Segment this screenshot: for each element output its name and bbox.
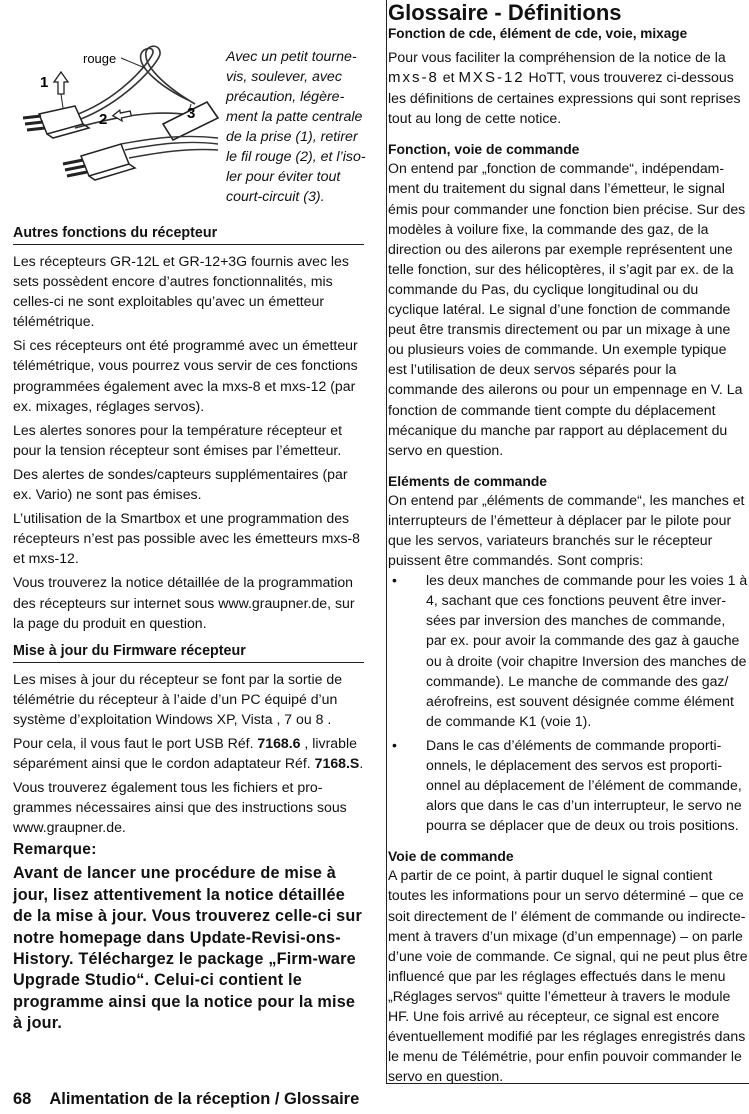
- footer-title: Alimentation de la réception / Glossaire: [49, 1090, 360, 1108]
- list-item: [388, 735, 749, 835]
- glossary-intro: [388, 47, 749, 128]
- text-segment: HoTT, vous trouverez ci-dessous les définitions de certaines expressions qui sont reprises tout au long de cette notice.: [388, 69, 741, 127]
- connector-figure: [13, 38, 364, 215]
- bullet-icon: •: [392, 572, 397, 589]
- right-column: [386, 0, 749, 1084]
- list-item-text: Dans le cas d’éléments de commande proporti-onnels, le déplacement des servos est proporti-onnel au déplacement de l’élément de commande, alors que dans le cas d’un interrupteur, le servo ne pourra se déplacer que de deux ou trois positions.: [426, 736, 742, 834]
- paragraph: Des alertes de sondes/capteurs supplémentaires (par ex. Vario) ne sont pas émises.: [13, 465, 348, 503]
- remark-text: Avant de lancer une procédure de mise à jour, lisez attentivement la notice détaillée de la mise à jour. Vous trouverez celle-ci sur notre homepage dans Update-Revisi-ons-History. Téléchargez le package „Firm-ware Upgrade Studio“. Celui-ci contient le programme ainsi que la notice pour la mise à jour.: [13, 864, 362, 1033]
- section-heading-autres-fonctions: Autres fonctions du récepteur: [13, 225, 364, 245]
- text-segment: et: [438, 69, 459, 86]
- glossary-subtitle: Fonction de cde, élément de cde, voie, mixage: [388, 26, 688, 41]
- label-2: 2: [99, 111, 108, 128]
- paragraph: Si ces récepteurs ont été programmé avec un émetteur télémétrique, vous pourrez vous servir de ces fonctions programmées également avec la mxs-8 et mxs-12 (par ex. mixages, réglages servos).: [13, 337, 358, 414]
- usb-port-reference: 7168.6: [257, 734, 301, 751]
- paragraph-order-refs: [13, 733, 364, 773]
- connector-plug-upper: [23, 106, 89, 138]
- paragraph-fonction: On entend par „fonction de commande“, indépendam-ment du traitement du signal dans l’émetteur, le signal émis pour commander une fonction bien précise. Sur des modèles à voilure fixe, la commande des gaz, de la direction ou des ailerons par exemple représentent une telle fonction, sur des hélicoptères, il s’agit par ex. de la commande du Pas, du cyclique longitudinal ou du cyclique latéral. Le signal d’une fonction de commande peut être transmis directement ou par un mixage à une ou plusieurs voies de commande. Un exemple typique est l’utilisation de deux servos séparés pour la commande des ailerons ou pour un empennage en V. La fonction de commande tient compte du déplacement mécanique du manche par rapport au déplacement du servo en question.: [388, 160, 746, 458]
- label-3: 3: [187, 105, 196, 122]
- paragraph: L’utilisation de la Smartbox et une programmation des récepteurs n’est pas possible avec les émetteurs mxs-8 et mxs-12.: [13, 510, 361, 567]
- paragraph: Les mises à jour du récepteur se font par la sortie de télémétrie du récepteur à l’aide d’un PC équipé d’un système d’exploitation Windows XP, Vista , 7 ou 8 .: [13, 670, 343, 727]
- label-rouge: rouge: [83, 51, 117, 66]
- figure-caption: Avec un petit tourne-vis, soulever, avec précaution, légère-ment la patte centrale de la prise (1), retirer le fil rouge (2), et l’iso-ler pour éviter tout court-circuit (3).: [226, 49, 366, 205]
- paragraph: Vous trouverez la notice détaillée de la programmation des récepteurs sur internet sous www.graupner.de, sur la page du produit en question.: [13, 574, 355, 631]
- heading-voie: Voie de commande: [388, 848, 514, 865]
- model-mxs12: MXS-12: [458, 69, 525, 87]
- text-segment: Pour cela, il vous faut le port USB Réf.: [13, 734, 258, 751]
- paragraph: Les récepteurs GR-12L et GR-12+3G fournis avec les sets possèdent encore d’autres fonctionnalités, mis celles-ci ne sont exploitables qu’avec un émetteur télémétrique.: [13, 253, 349, 330]
- paragraph: Vous trouverez également tous les fichiers et pro-grammes nécessaires ainsi que des instructions sous www.graupner.de.: [13, 779, 347, 836]
- text-segment: .: [359, 755, 364, 772]
- servo-connector-illustration: [13, 38, 228, 215]
- arrow-2-icon: [112, 108, 132, 123]
- paragraph-voie: A partir de ce point, à partir duquel le signal contient toutes les informations pour un servo déterminé – que ce soit directement de l’ élément de commande ou indirecte-ment à travers d’un mixage (d’un empennage) – on parle d’une voie de commande. Ce signal, qui ne peut plus être influencé que par les réglages effectués dans le menu „Réglages servos“ quitte l’émetteur à travers le module HF. Une fois arrivé au récepteur, ce signal est encore éventuellement modifié par les réglages enregistrés dans le menu de Télémétrie, pour enfin pouvoir commander le servo en question.: [388, 867, 748, 1085]
- text-segment: Pour vous faciliter la compréhension de la notice de la: [388, 49, 726, 65]
- page-footer: [13, 1086, 385, 1112]
- page-number: 68: [13, 1090, 32, 1108]
- paragraph: Les alertes sonores pour la température récepteur et pour la tension récepteur sont émises par l’émetteur.: [13, 421, 343, 458]
- label-1: 1: [40, 74, 49, 91]
- connector-plug-lower: [63, 136, 218, 180]
- list-item-text: les deux manches de commande pour les voies 1 à 4, sachant que ces fonctions peuvent être inver-sées par inversion des manches de commande, par ex. pour avoir la commande des gaz à gauche ou à droite (voir chapitre Inversion des manches de commande). Le manche de commande des gaz/ aérofreins, est souvent désignée comme élément de commande K1 (voie 1).: [426, 572, 748, 729]
- paragraph-elements: On entend par „éléments de commande“, les manches et interrupteurs de l’émetteur à déplacer par le pilote pour que les servos, variateurs branchés sur le récepteur puissent être commandés. Sont compris:: [388, 491, 745, 569]
- bullet-icon: •: [392, 736, 397, 753]
- section-heading-firmware: Mise à jour du Firmware récepteur: [13, 643, 364, 663]
- left-column: [13, 38, 364, 1035]
- remark-heading: Remarque:: [13, 841, 97, 859]
- list-item: [388, 570, 749, 731]
- adapter-cable-reference: 7168.S: [314, 755, 360, 772]
- heading-fonction: Fonction, voie de commande: [388, 141, 580, 158]
- model-mxs8: mxs-8: [388, 69, 439, 87]
- glossary-title: Glossaire - Définitions: [388, 0, 622, 25]
- text-segment: , livrable séparément ainsi que le cordon adaptateur Réf.: [13, 734, 357, 772]
- heading-elements: Eléments de commande: [388, 472, 548, 489]
- arrow-1-icon: [54, 72, 68, 108]
